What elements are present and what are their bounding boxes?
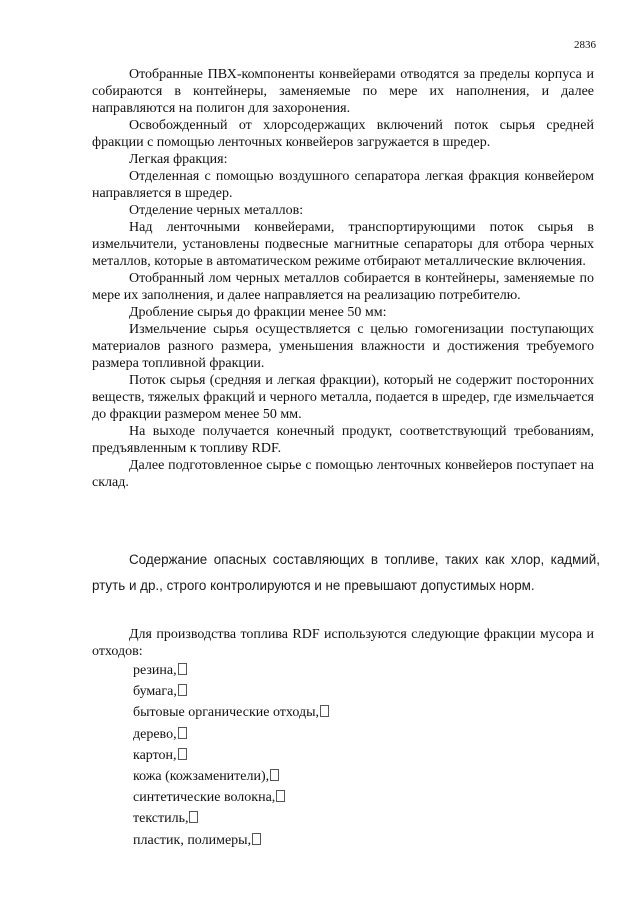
paragraph: Измельчение сырья осуществляется с целью гомогенизации поступающих материалов разного размера, уменьшения влажности и достижения требуемого размера топливной фракции.: [92, 322, 594, 371]
paragraph: Отобранные ПВХ-компоненты конвейерами отводятся за пределы корпуса и собираются в контейнеры, заменяемые по мере их наполнения, и далее направляются на полигон для захоронения.: [92, 67, 594, 116]
list-item-label: дерево,: [133, 726, 177, 742]
subheading-light-fraction: Легкая фракция:: [129, 152, 228, 167]
checkbox-glyph-icon: [320, 705, 329, 717]
paragraph: Поток сырья (средняя и легкая фракции), который не содержит посторонних веществ, тяжелых фракций и черного металла, подается в шредер, где измельчается до фракции размером менее 50 мм.: [92, 373, 594, 422]
checkbox-glyph-icon: [270, 769, 279, 781]
fractions-intro: Для производства топлива RDF используются следующие фракции мусора и отходов:: [92, 627, 594, 659]
paragraph: Отделенная с помощью воздушного сепаратора легкая фракция конвейером направляется в шредер.: [92, 169, 594, 201]
list-item: [133, 766, 594, 787]
list-item: [133, 808, 594, 829]
list-item-label: резина,: [133, 663, 177, 678]
checkbox-glyph-icon: [178, 727, 187, 739]
list-item-label: пластик, полимеры,: [133, 832, 252, 848]
list-item: [133, 702, 594, 723]
subheading-crushing: Дробление сырья до фракции менее 50 мм:: [129, 305, 387, 320]
list-item: [133, 660, 594, 681]
checkbox-glyph-icon: [276, 790, 285, 802]
paragraph: Над ленточными конвейерами, транспортирующими поток сырья в измельчители, установлены подвесные магнитные сепараторы для отбора черных металлов, которые в автоматическом режиме отбирают металлические включения.: [92, 220, 594, 269]
list-item-label: бумага,: [133, 684, 177, 700]
list-item-label: текстиль,: [133, 811, 189, 827]
fractions-section: [92, 626, 594, 851]
list-item: [133, 724, 594, 745]
list-item-label: картон,: [133, 747, 177, 763]
fractions-list: [92, 660, 594, 851]
list-item: [133, 681, 594, 702]
checkbox-glyph-icon: [178, 663, 187, 675]
list-item: [133, 787, 594, 808]
paragraph: Далее подготовленное сырье с помощью ленточных конвейеров поступает на склад.: [92, 458, 594, 490]
list-item: [133, 745, 594, 766]
hazard-note-text: Содержание опасных составляющих в топливе, таких как хлор, кадмий, ртуть и др., строго контролируются и не превышают допустимых норм.: [92, 552, 600, 593]
paragraph: Отобранный лом черных металлов собирается в контейнеры, заменяемые по мере их заполнения, и далее направляется на реализацию потребителю.: [92, 271, 594, 303]
list-item-label: кожа (кожзаменители),: [133, 769, 270, 785]
hazard-note: [92, 547, 600, 599]
checkbox-glyph-icon: [189, 811, 198, 823]
list-item-label: синтетические волокна,: [133, 790, 276, 806]
paragraph: Освобожденный от хлорсодержащих включений поток сырья средней фракции с помощью ленточных конвейеров загружается в шредер.: [92, 118, 594, 150]
page-number: 2836: [574, 39, 596, 51]
list-item: [133, 830, 594, 851]
checkbox-glyph-icon: [252, 833, 261, 845]
body-text-section: [92, 66, 594, 491]
checkbox-glyph-icon: [178, 748, 187, 760]
paragraph: На выходе получается конечный продукт, соответствующий требованиям, предъявленным к топливу RDF.: [92, 424, 594, 456]
checkbox-glyph-icon: [178, 684, 187, 696]
list-item-label: бытовые органические отходы,: [133, 705, 319, 721]
subheading-ferrous-metals: Отделение черных металлов:: [129, 203, 304, 218]
